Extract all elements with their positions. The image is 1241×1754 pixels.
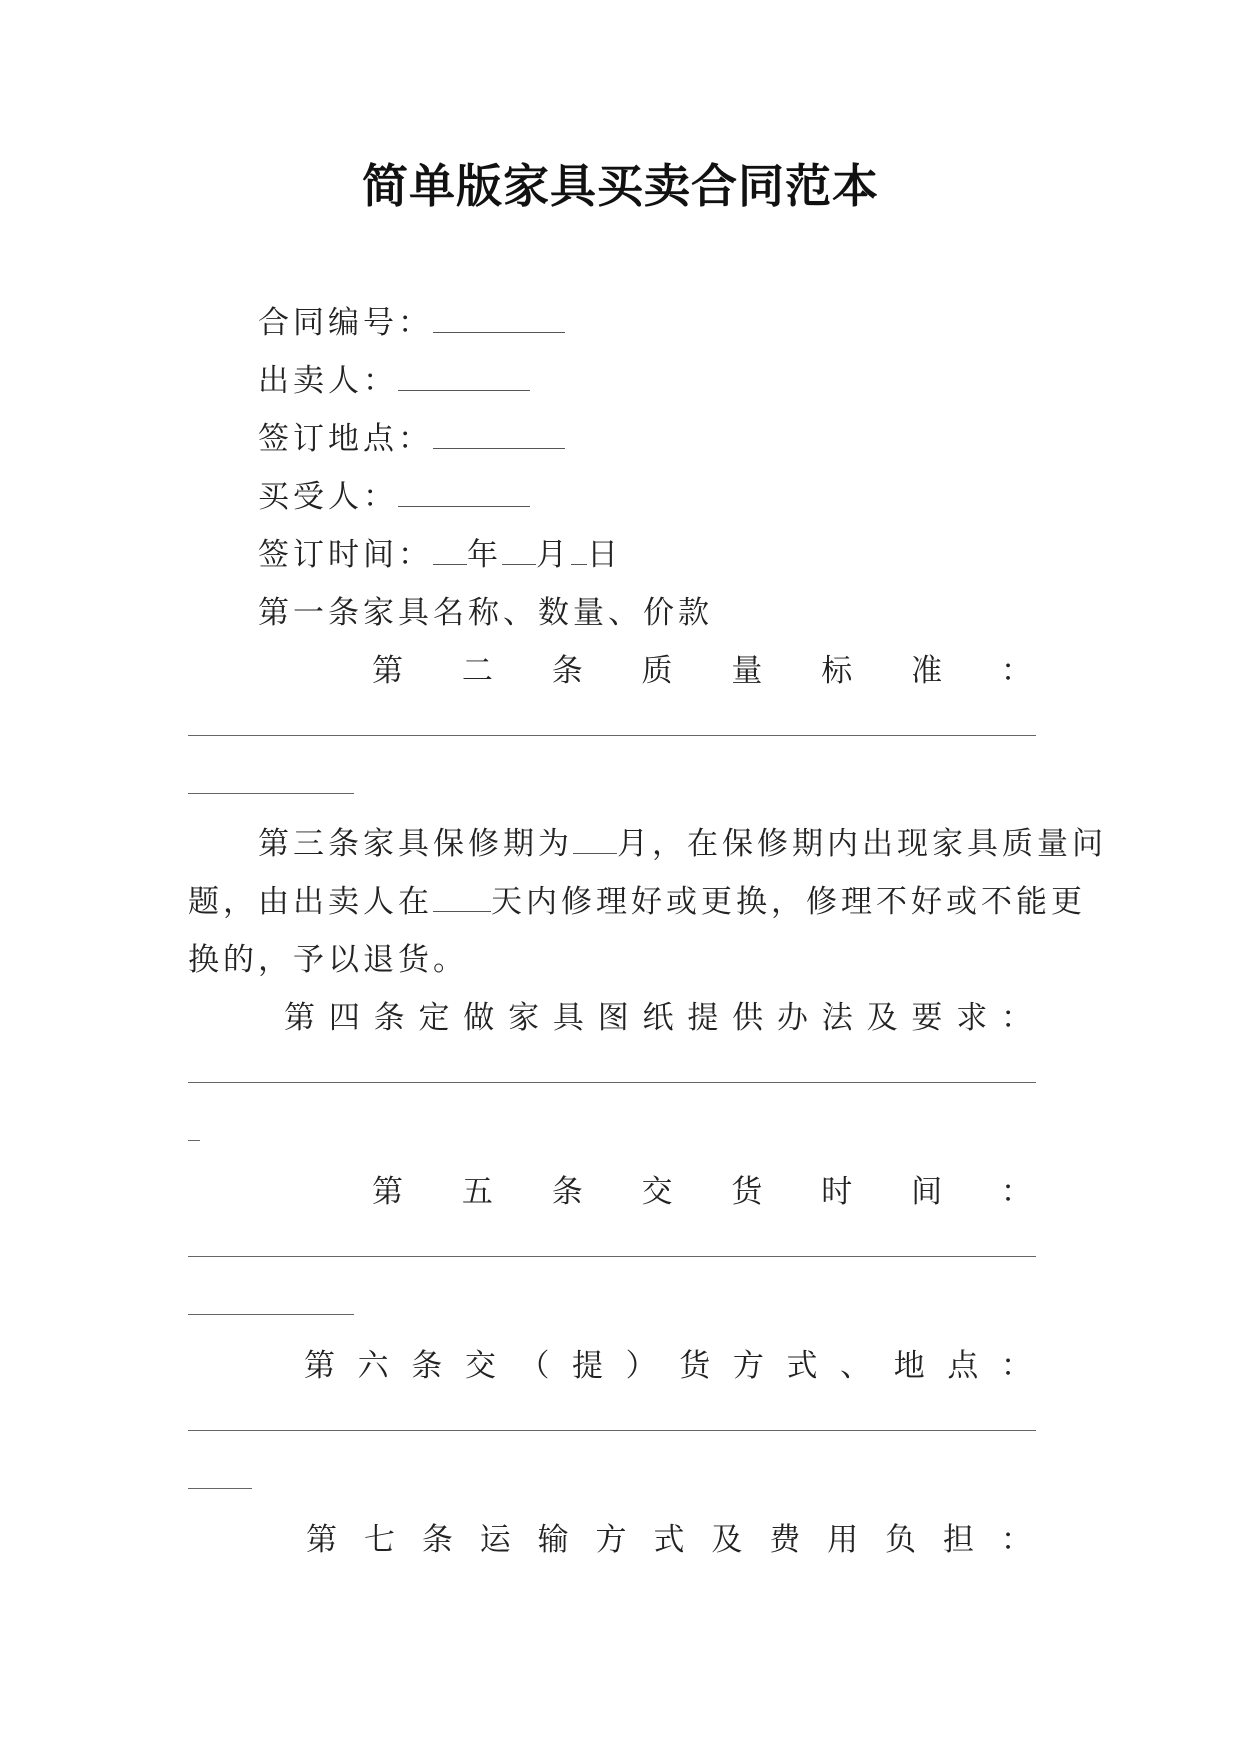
article-1: 第一条家具名称、数量、价款 bbox=[258, 595, 713, 631]
month-unit: 月 bbox=[536, 537, 571, 573]
signing-time-label: 签订时间： bbox=[258, 537, 433, 573]
contract-number-blank bbox=[433, 304, 565, 333]
heading-char: 五 bbox=[461, 1174, 493, 1210]
signing-place-blank bbox=[433, 420, 565, 449]
seller-label: 出卖人： bbox=[258, 363, 398, 399]
heading-char: 费 bbox=[769, 1522, 801, 1558]
seller-blank bbox=[398, 362, 530, 391]
warranty-months-blank bbox=[573, 825, 617, 854]
fill-line bbox=[188, 1430, 1036, 1431]
article-3-text: 天内修理好或更换，修理不好或不能更 bbox=[491, 884, 1086, 920]
repair-days-blank bbox=[433, 883, 491, 912]
heading-char: 方 bbox=[732, 1348, 764, 1384]
month-blank bbox=[502, 536, 536, 565]
heading-char: 用 bbox=[827, 1522, 859, 1558]
contract-number-field bbox=[258, 297, 565, 342]
signing-time-field bbox=[258, 529, 622, 574]
buyer-label: 买受人： bbox=[258, 479, 398, 515]
heading-char: 家 bbox=[508, 1000, 540, 1036]
fill-line bbox=[188, 1314, 354, 1315]
heading-char: 负 bbox=[885, 1522, 917, 1558]
heading-char: 七 bbox=[363, 1522, 395, 1558]
heading-char: 第 bbox=[306, 1522, 337, 1558]
heading-char: ： bbox=[1000, 1522, 1032, 1558]
fill-line bbox=[188, 1256, 1036, 1257]
heading-char: 要 bbox=[911, 1000, 943, 1036]
heading-char: ： bbox=[1000, 1174, 1032, 1210]
day-blank bbox=[571, 536, 587, 565]
article-4 bbox=[284, 992, 1032, 1037]
heading-char: 条 bbox=[421, 1522, 453, 1558]
buyer-blank bbox=[398, 478, 530, 507]
article-3-line-2 bbox=[188, 876, 1086, 921]
heading-char: 及 bbox=[711, 1522, 743, 1558]
heading-char: ） bbox=[625, 1348, 657, 1384]
heading-char: 六 bbox=[357, 1348, 389, 1384]
heading-char: 条 bbox=[373, 1000, 405, 1036]
heading-char: 货 bbox=[679, 1348, 711, 1384]
fill-line bbox=[188, 1082, 1036, 1083]
signing-place-label: 签订地点： bbox=[258, 421, 433, 457]
heading-char: 及 bbox=[866, 1000, 898, 1036]
heading-char: 条 bbox=[411, 1348, 443, 1384]
fill-line bbox=[188, 1488, 252, 1489]
heading-char: 担 bbox=[942, 1522, 974, 1558]
heading-char: ： bbox=[1000, 1348, 1032, 1384]
heading-char: 式 bbox=[653, 1522, 685, 1558]
heading-char: 质 bbox=[641, 653, 673, 689]
heading-char: 条 bbox=[551, 1174, 583, 1210]
heading-char: 点 bbox=[947, 1348, 979, 1384]
heading-char: 做 bbox=[463, 1000, 495, 1036]
heading-char: 定 bbox=[418, 1000, 450, 1036]
fill-line bbox=[188, 793, 354, 794]
heading-char: 纸 bbox=[642, 1000, 674, 1036]
heading-char: 运 bbox=[479, 1522, 511, 1558]
signing-place-field bbox=[258, 413, 565, 458]
heading-char: 二 bbox=[461, 653, 493, 689]
heading-char: 输 bbox=[537, 1522, 569, 1558]
heading-char: 提 bbox=[572, 1348, 604, 1384]
heading-char: 方 bbox=[595, 1522, 627, 1558]
heading-char: 第 bbox=[372, 1174, 403, 1210]
heading-char: 第 bbox=[372, 653, 403, 689]
heading-char: 条 bbox=[551, 653, 583, 689]
article-3-line-1 bbox=[258, 818, 1107, 863]
document-title: 简单版家具买卖合同范本 bbox=[362, 159, 879, 213]
contract-number-label: 合同编号： bbox=[258, 305, 433, 341]
heading-char: 间 bbox=[911, 1174, 943, 1210]
heading-char: 标 bbox=[821, 653, 853, 689]
heading-char: 办 bbox=[776, 1000, 808, 1036]
heading-char: 交 bbox=[641, 1174, 673, 1210]
article-7 bbox=[306, 1514, 1032, 1559]
heading-char: 四 bbox=[328, 1000, 360, 1036]
heading-char: 货 bbox=[731, 1174, 763, 1210]
heading-char: 时 bbox=[821, 1174, 853, 1210]
article-3-line-3: 换的，予以退货。 bbox=[188, 942, 468, 978]
heading-char: 图 bbox=[597, 1000, 629, 1036]
heading-char: 供 bbox=[732, 1000, 764, 1036]
heading-char: 求 bbox=[956, 1000, 988, 1036]
heading-char: ： bbox=[1000, 653, 1032, 689]
article-2 bbox=[372, 645, 1032, 690]
seller-field bbox=[258, 355, 530, 400]
heading-char: 准 bbox=[911, 653, 943, 689]
article-6 bbox=[304, 1340, 1032, 1385]
heading-char: （ bbox=[518, 1348, 550, 1384]
heading-char: 法 bbox=[821, 1000, 853, 1036]
article-3-text: 题，由出卖人在 bbox=[188, 884, 433, 920]
heading-char: 第 bbox=[284, 1000, 315, 1036]
heading-char: 具 bbox=[552, 1000, 584, 1036]
heading-char: 第 bbox=[304, 1348, 335, 1384]
fill-line bbox=[188, 1140, 200, 1141]
heading-char: 量 bbox=[731, 653, 763, 689]
day-unit: 日 bbox=[587, 537, 622, 573]
buyer-field bbox=[258, 471, 530, 516]
fill-line bbox=[188, 735, 1036, 736]
article-5 bbox=[372, 1166, 1032, 1211]
year-unit: 年 bbox=[467, 537, 502, 573]
heading-char: 、 bbox=[840, 1348, 872, 1384]
heading-char: ： bbox=[1001, 1000, 1032, 1036]
heading-char: 提 bbox=[687, 1000, 719, 1036]
heading-char: 式 bbox=[786, 1348, 818, 1384]
year-blank bbox=[433, 536, 467, 565]
article-3-text: 月，在保修期内出现家具质量问 bbox=[617, 826, 1107, 862]
article-3-text: 第三条家具保修期为 bbox=[258, 826, 573, 862]
heading-char: 交 bbox=[464, 1348, 496, 1384]
heading-char: 地 bbox=[893, 1348, 925, 1384]
